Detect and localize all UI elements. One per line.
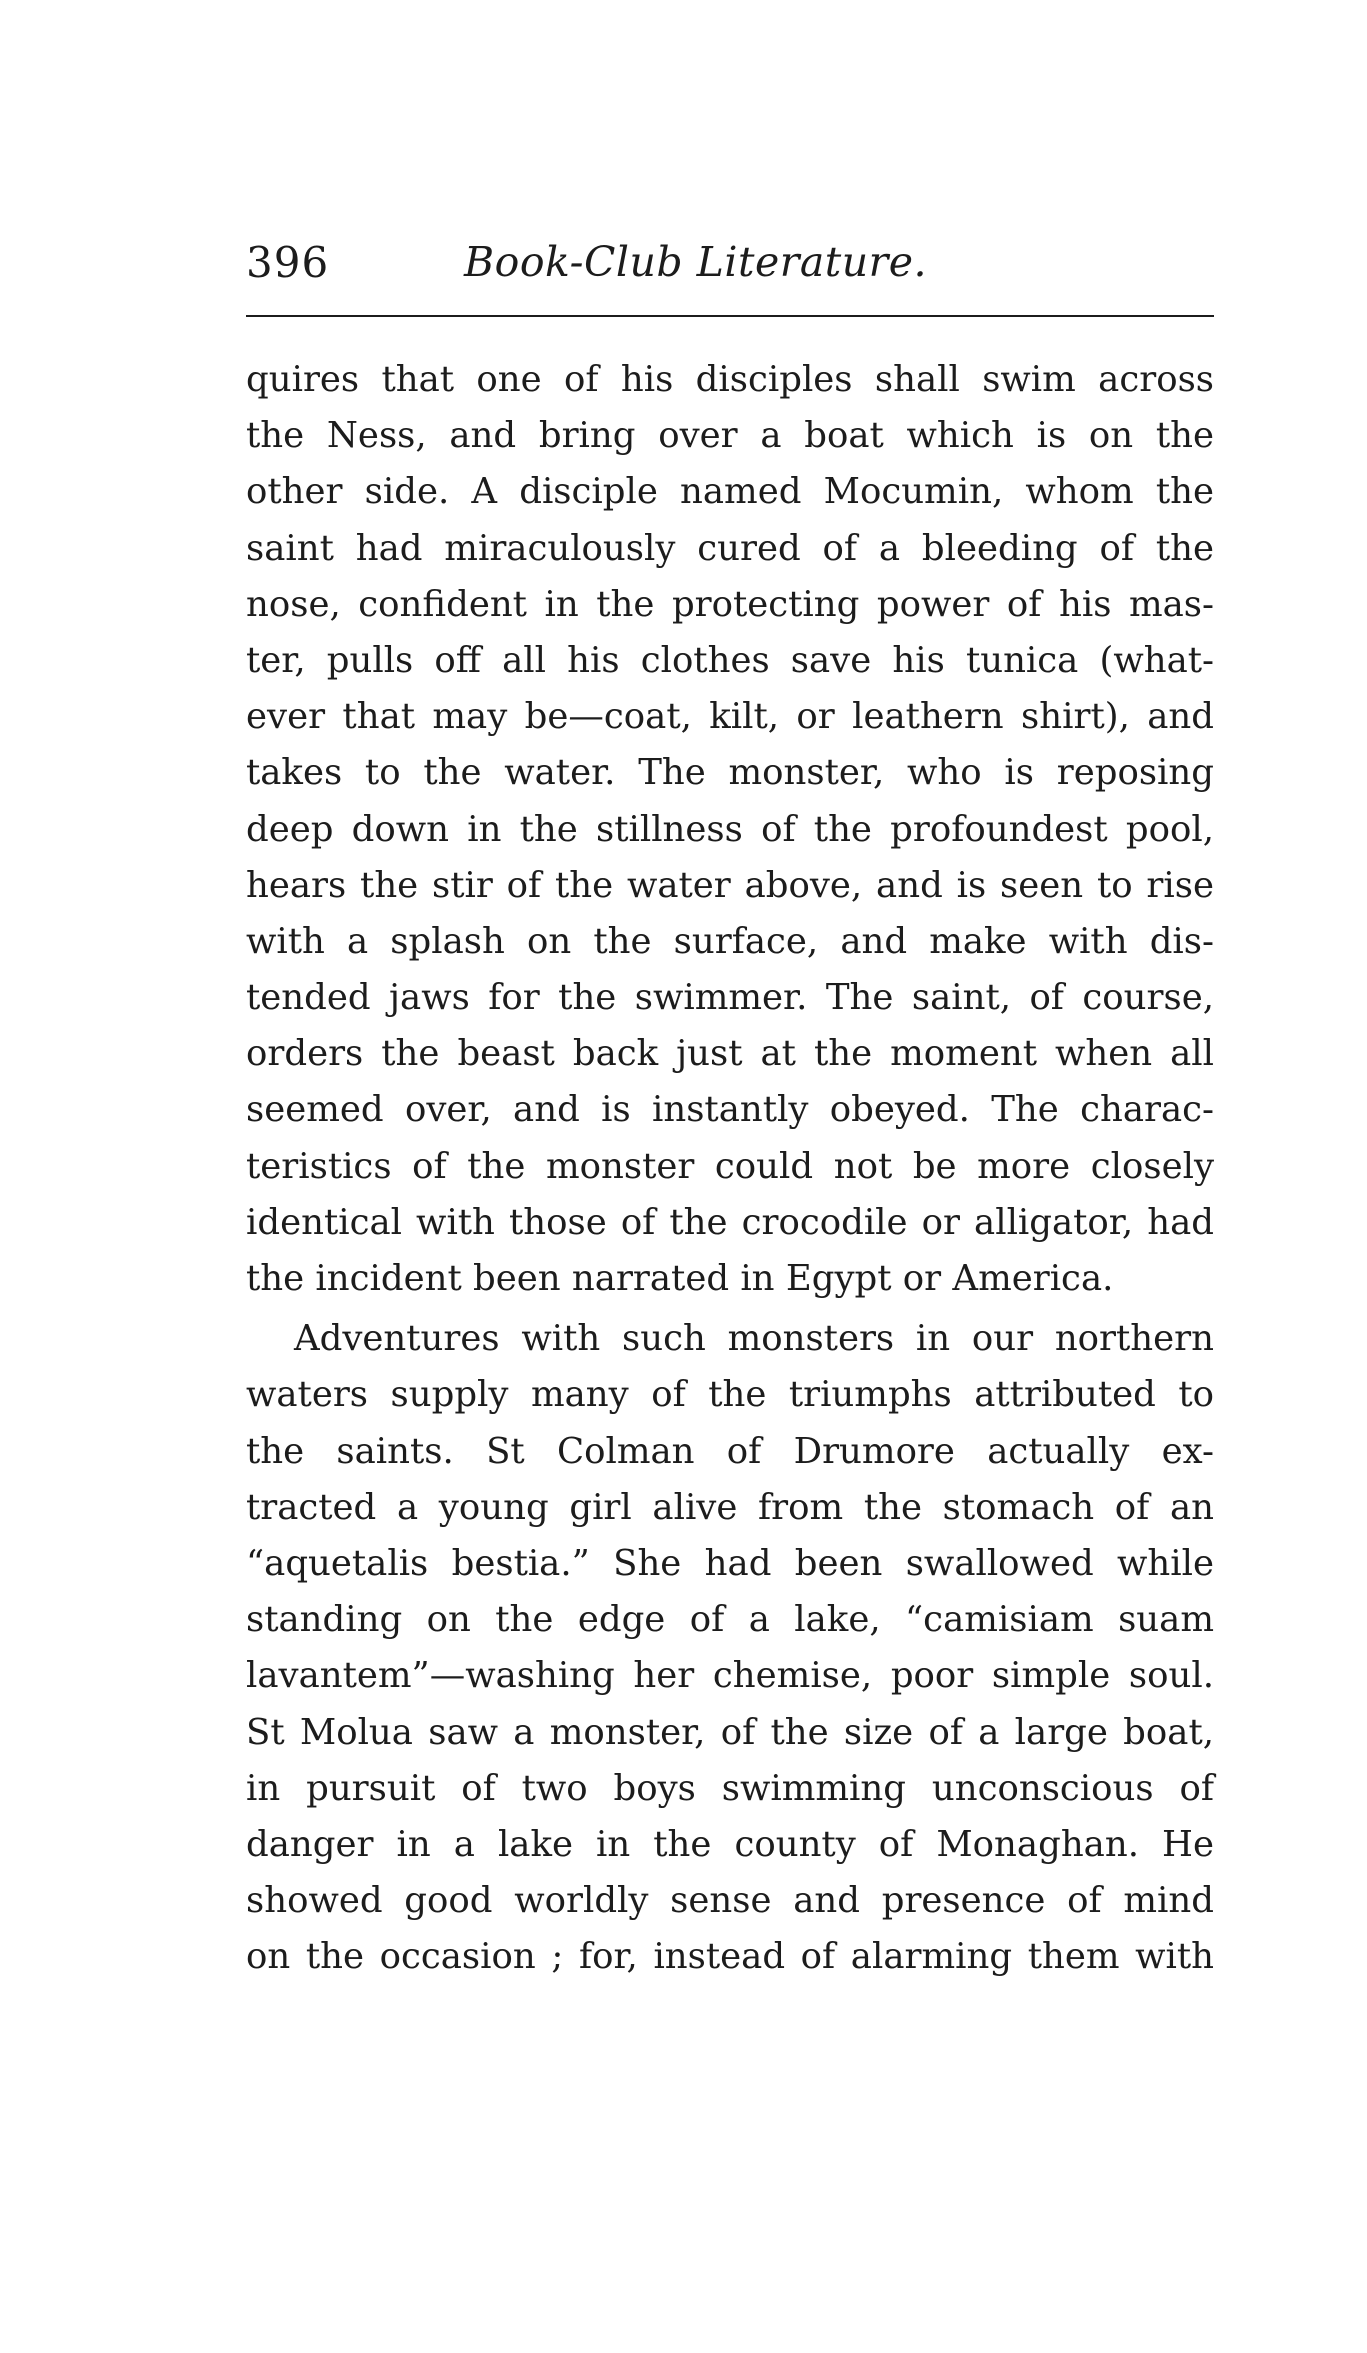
text-line: St Molua saw a monster, of the size of a large boat, (246, 1711, 1214, 1753)
text-line: in pursuit of two boys swimming unconscious of (246, 1767, 1214, 1809)
text-line: ter, pulls off all his clothes save his tunica (what- (246, 639, 1214, 681)
text-line: seemed over, and is instantly obeyed. The charac- (246, 1089, 1214, 1131)
text-line: nose, confident in the protecting power of his mas- (246, 583, 1214, 625)
text-line: saint had miraculously cured of a bleeding of the (246, 527, 1214, 569)
text-line: lavantem”—washing her chemise, poor simple soul. (246, 1655, 1214, 1697)
text-line: other side. A disciple named Mocumin, whom the (246, 471, 1214, 513)
header-rule (246, 315, 1214, 317)
text-line: identical with those of the crocodile or alligator, had (246, 1201, 1214, 1243)
text-line: tended jaws for the swimmer. The saint, of course, (246, 977, 1214, 1019)
text-line: ever that may be—coat, kilt, or leathern shirt), and (246, 696, 1214, 738)
text-line: orders the beast back just at the moment when all (246, 1033, 1214, 1075)
text-line: with a splash on the surface, and make with dis- (246, 920, 1214, 962)
text-line: standing on the edge of a lake, “camisiam suam (246, 1599, 1214, 1641)
text-line: the Ness, and bring over a boat which is on the (246, 415, 1214, 457)
paragraph-2 (246, 1311, 1214, 1985)
running-title: Book-Club Literature. (464, 238, 928, 286)
body-text (246, 352, 1214, 1985)
paragraph-1 (246, 352, 1214, 1307)
text-line: quires that one of his disciples shall swim across (246, 359, 1214, 400)
text-line: teristics of the monster could not be more closely (246, 1145, 1214, 1187)
text-line: deep down in the stillness of the profoundest pool, (246, 808, 1214, 850)
text-line: the incident been narrated in Egypt or America. (246, 1258, 1114, 1299)
text-line: “aquetalis bestia.” She had been swallowed while (246, 1542, 1214, 1584)
page-number: 396 (246, 238, 330, 287)
running-header (246, 238, 1214, 308)
text-line: showed good worldly sense and presence of mind (246, 1880, 1214, 1922)
text-line: takes to the water. The monster, who is reposing (246, 752, 1214, 794)
text-line: on the occasion ; for, instead of alarming them with (246, 1936, 1214, 1978)
text-line: waters supply many of the triumphs attributed to (246, 1374, 1214, 1416)
text-line: the saints. St Colman of Drumore actually ex- (246, 1430, 1214, 1472)
text-line: Adventures with such monsters in our northern (294, 1318, 1214, 1360)
text-line: hears the stir of the water above, and is seen to rise (246, 864, 1214, 906)
text-line: danger in a lake in the county of Monaghan. He (246, 1823, 1214, 1865)
text-line: tracted a young girl alive from the stomach of an (246, 1486, 1214, 1528)
